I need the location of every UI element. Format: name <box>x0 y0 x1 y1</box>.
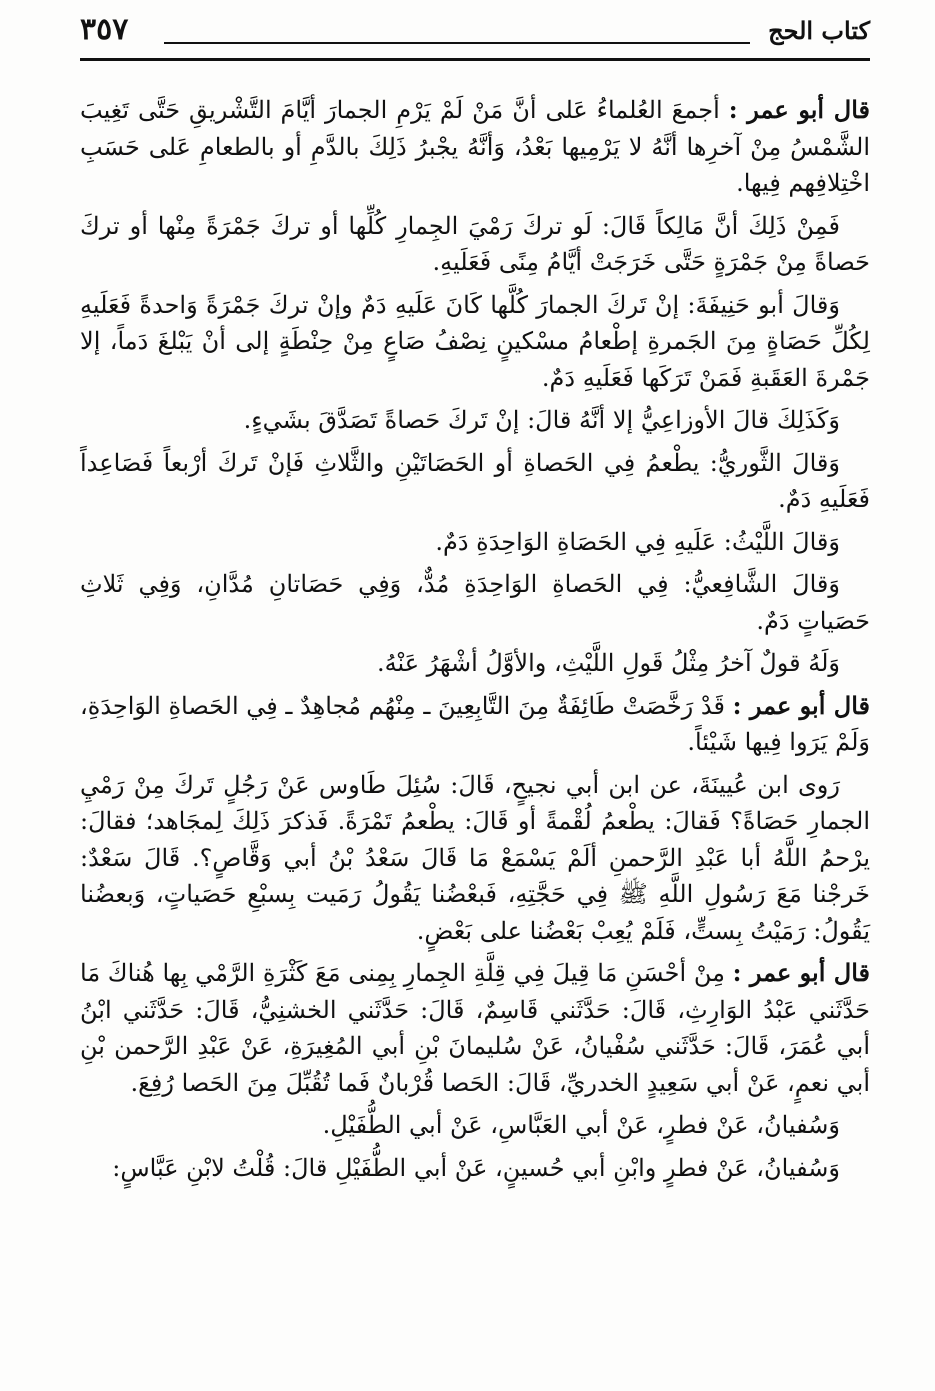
paragraph-lead: قال أبو عمر : <box>732 690 870 720</box>
paragraph <box>80 287 870 397</box>
paragraph <box>80 445 870 518</box>
paragraph-lead: قال أبو عمر : <box>728 95 870 124</box>
paragraph <box>80 524 870 561</box>
paragraph-text: رَوى ابن عُيينَةَ، عن ابن أبي نجيحٍ، قَالَ: سُئِلَ طَاوس عَنْ رَجُلٍ تَركَ مِنْ رَمْيِ الجمارِ حَصَاةً؟ فَقالَ: يطْعمُ لُقْمةً أو قَالَ: يطْعمُ تَمْرَةً. فَذكرَ ذَلِكَ لِمجَاهد؛ فقالَ: يرْحمُ اللَّهُ أبا عَبْدِ الرَّحمنِ ألَمْ يَسْمَعْ مَا قَالَ سَعْدُ بْنُ أبي وَقَّاصٍ؟. قَالَ سَعْدٌ: خَرجْنا مَعَ رَسُولِ اللَّهِ ﷺ فِي حَجَّتِهِ، فَبعْضُنا يَقُولُ رَمَيت بِسبْعِ حَصَياتٍ، وَبعضُنا يَقُولُ: رَمَيْتُ بِستٍّ، فَلَمْ يُعِبْ بَعْضُنا على بَعْضٍ. <box>80 770 870 945</box>
paragraph-text: وَسُفيانُ، عَنْ فطرٍ، عَنْ أبي العَبَّاسِ، عَنْ أبي الطُّفَيْلِ. <box>322 1111 840 1139</box>
book-title: كتاب الحج <box>768 16 870 45</box>
paragraph <box>80 688 870 761</box>
header-rule <box>164 42 750 44</box>
page-body <box>80 92 870 1361</box>
header-divider <box>80 58 870 61</box>
paragraph-text: وَكَذَلِكَ قالَ الأوزاعِيُّ إلا أنَّهُ قالَ: إنْ تَركَ حَصاةً تَصَدَّقَ بشَيءٍ. <box>243 406 840 434</box>
paragraph-text: وَقالَ الشَّافِعيُّ: فِي الحَصاةِ الوَاحِدَةِ مُدٌّ، وَفِي حَصَاتانِ مُدَّانِ، وَفِي ثَلاثِ حَصَياتٍ دَمٌ. <box>80 570 870 635</box>
paragraph-text: وَقالَ اللَّيْثُ: عَلَيهِ فِي الحَصَاةِ الوَاحِدَةِ دَمٌ. <box>435 527 840 556</box>
paragraph <box>80 1150 870 1187</box>
paragraph-text: أجمعَ العُلماءُ عَلى أنَّ مَنْ لَمْ يَرْمِ الجمارَ أيَّامَ التَّشْريقِ حَتَّى تَغِيبَ الشَّمْسُ مِنْ آخرِها أنَّهُ لا يَرْمِيها بَعْدُ، وَأنَّهُ يجْبرُ ذَلِكَ بالدَّمِ أو بالطعامِ عَلى حَسَبِ اخْتِلافِهم فِيها. <box>80 96 870 197</box>
paragraph <box>80 767 870 950</box>
page-number: ٣٥٧ <box>80 12 129 47</box>
paragraph-text: وَقالَ أبو حَنِيفَةَ: إنْ تَركَ الجمارَ كُلَّها كَانَ عَلَيهِ دَمٌ وإنْ تركَ جَمْرَةً وَاحدةً فَعَلَيهِ لِكُلِّ حَصَاةٍ مِنَ الجَمرةِ إطْعامُ مسْكينٍ نِصْفُ صَاعٍ مِنْ حِنْطَةٍ إلى أنْ يَبْلغَ دَماً، إلا جَمْرةَ العَقَبةِ فَمَنْ تَرَكَها فَعَلَيهِ دَمٌ. <box>80 290 870 392</box>
paragraph <box>80 955 870 1101</box>
paragraph <box>80 92 870 202</box>
paragraph <box>80 1107 870 1144</box>
paragraph-text: وَسُفيانُ، عَنْ فطرٍ وابْنِ أبي حُسينٍ، عَنْ أبي الطُّفَيْلِ قالَ: قُلْتُ لابْنِ عَبَّاسٍ: <box>112 1153 840 1182</box>
paragraph-text: قَدْ رَخَّصَتْ طَائِفَةٌ مِنَ التَّابِعِينَ ـ مِنْهُم مُجاهِدٌ ـ فِي الحَصاةِ الوَاحِدَةِ، وَلَمْ يَرَوا فِيها شَيْئاً. <box>80 691 870 756</box>
paragraph-text: مِنْ أحْسَنِ مَا قِيلَ فِي قِلَّةِ الجِمارِ بِمِنى مَعَ كَثْرَةِ الرَّمْي بِها هُناكَ مَا حَدَّثَني عَبْدُ الوَارِثِ، قَالَ: حَدَّثَني قَاسِمٌ، قَالَ: حَدَّثَني الخشنِيُّ، قَالَ: حَدَّثَني ابْنُ أبي عُمَرَ، قَالَ: حَدَّثَني سُفْيانُ، عَنْ سُليمانَ بْنِ أبي المُغِيرَةِ، عَنْ عَبْدِ الرَّحمن بْنِ أبي نعمٍ، عَنْ أبي سَعِيدٍ الخدريِّ، قَالَ: الحَصا قُرْبانٌ فَما تُقُبِّلَ مِنَ الحَصا رُفِعَ. <box>80 959 870 1097</box>
paragraph-text: وَقالَ الثَّوريُّ: يطْعمُ فِي الحَصاةِ أو الحَصَاتَيْنِ والثَّلاثِ فَإنْ تَركَ أرْبعاً فَصَاعِداً فَعَلَيهِ دَمٌ. <box>80 448 870 513</box>
paragraph-text: فَمِنْ ذَلِكَ أنَّ مَالِكاً قَالَ: لَو تركَ رَمْيَ الجِمارِ كُلِّها أو تركَ جَمْرَةً مِنْها أو تركَ حَصاةً مِنْ جَمْرَةٍ حَتَّى خَرَجَتْ أيَّامُ مِنًى فَعَلَيهِ. <box>80 211 870 276</box>
page-header <box>80 10 870 60</box>
paragraph-text: وَلَهُ قولٌ آخرُ مِثْلُ قَولِ اللَّيْثِ، والأوَّلُ أشْهَرُ عَنْهُ. <box>376 649 840 677</box>
paragraph <box>80 566 870 639</box>
paragraph <box>80 402 870 439</box>
paragraph <box>80 645 870 682</box>
paragraph <box>80 208 870 281</box>
paragraph-lead: قال أبو عمر : <box>732 958 871 987</box>
